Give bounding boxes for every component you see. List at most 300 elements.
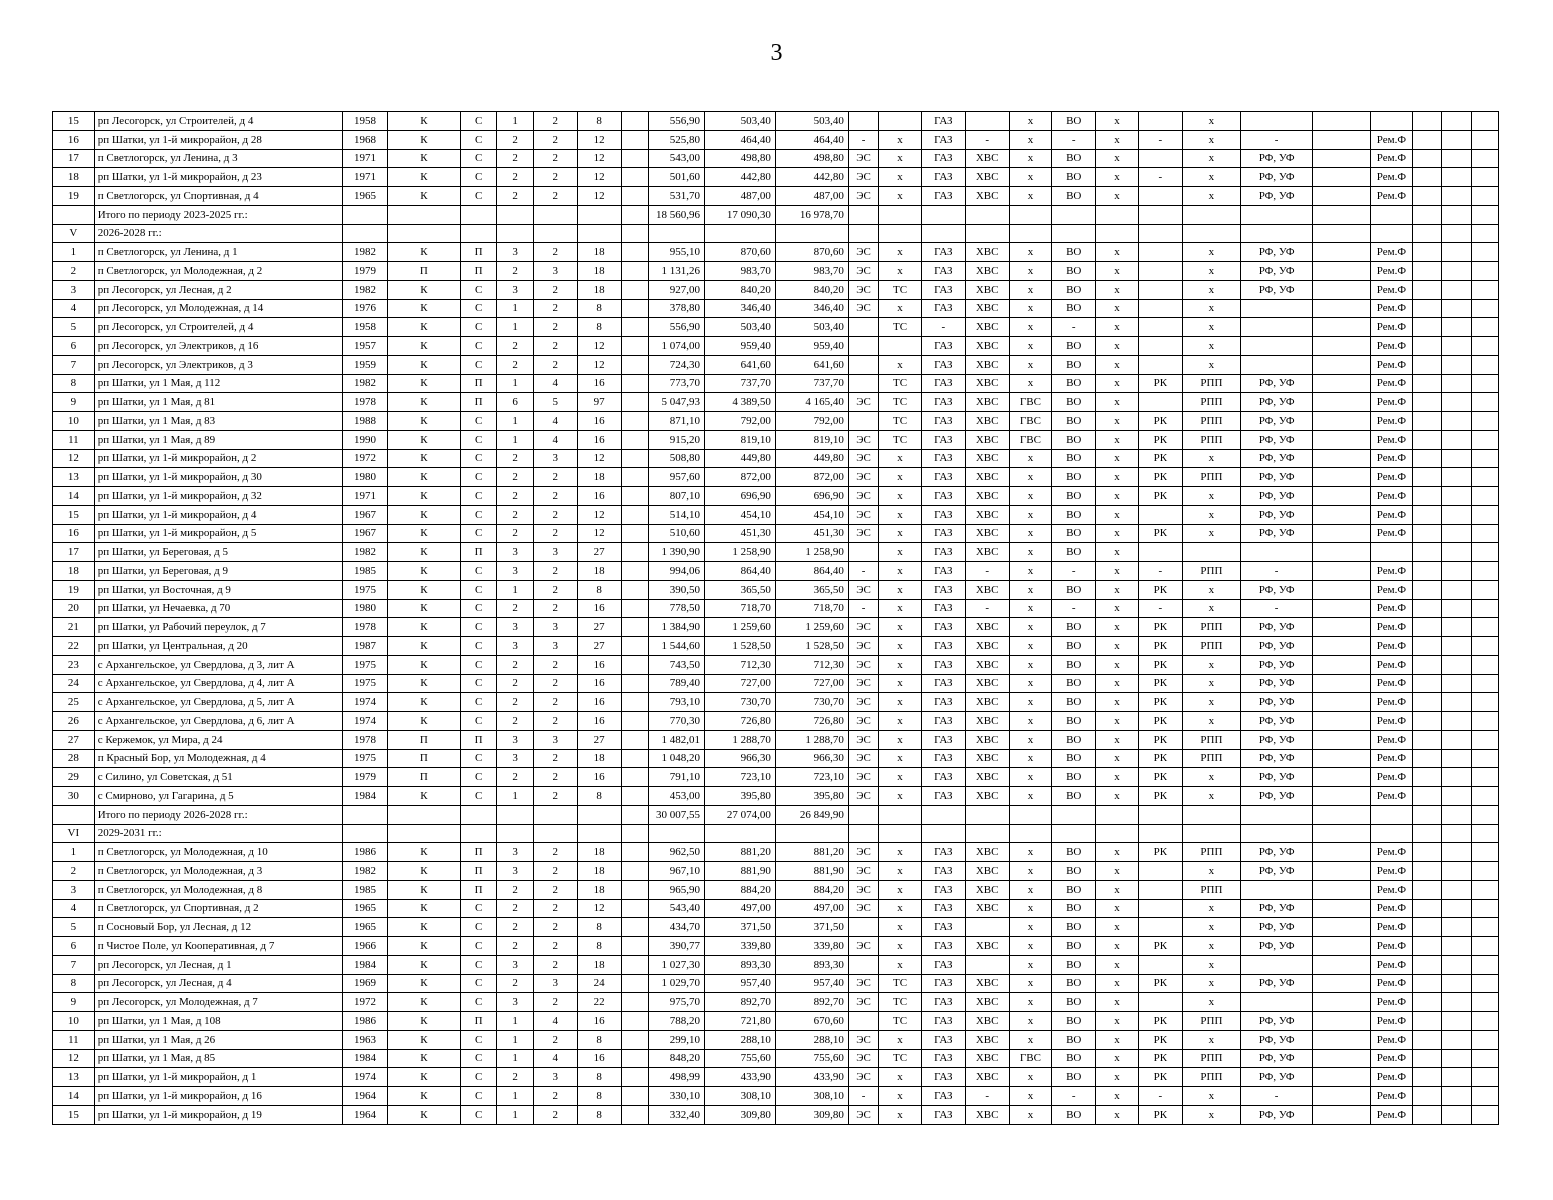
table-cell: ГАЗ bbox=[921, 1068, 965, 1087]
table-cell: х bbox=[1009, 618, 1052, 637]
table-cell bbox=[1471, 187, 1498, 206]
table-cell: ХВС bbox=[965, 168, 1009, 187]
table-cell: П bbox=[460, 543, 497, 562]
table-cell bbox=[621, 168, 648, 187]
table-cell bbox=[621, 899, 648, 918]
table-cell: ХВС bbox=[965, 374, 1009, 393]
table-cell: х bbox=[879, 843, 922, 862]
table-cell: 1 bbox=[53, 843, 95, 862]
table-cell: 346,40 bbox=[704, 299, 775, 318]
table-cell: - bbox=[848, 599, 878, 618]
table-cell: ХВС bbox=[965, 712, 1009, 731]
table-cell: ГАЗ bbox=[921, 918, 965, 937]
table-cell: х bbox=[1182, 974, 1240, 993]
table-cell: 848,20 bbox=[648, 1049, 704, 1068]
table-cell bbox=[1009, 224, 1052, 243]
table-row bbox=[53, 637, 1499, 656]
table-cell: Рем.Ф bbox=[1370, 430, 1413, 449]
table-cell: ЭС bbox=[848, 1049, 878, 1068]
table-cell: Рем.Ф bbox=[1370, 674, 1413, 693]
table-cell bbox=[577, 824, 621, 843]
table-cell: ЭС bbox=[848, 843, 878, 862]
table-cell: х bbox=[1009, 562, 1052, 581]
table-cell: Рем.Ф bbox=[1370, 899, 1413, 918]
table-cell bbox=[460, 205, 497, 224]
table-cell bbox=[621, 262, 648, 281]
table-cell: рп Шатки, ул Центральная, д 20 bbox=[94, 637, 342, 656]
table-cell bbox=[1471, 899, 1498, 918]
table-cell: К bbox=[387, 655, 460, 674]
table-cell: РК bbox=[1138, 430, 1182, 449]
table-cell: К bbox=[387, 599, 460, 618]
table-cell bbox=[460, 224, 497, 243]
table-cell bbox=[621, 562, 648, 581]
table-cell bbox=[848, 355, 878, 374]
table-cell bbox=[621, 224, 648, 243]
table-cell bbox=[1442, 318, 1471, 337]
table-cell bbox=[1138, 805, 1182, 824]
table-row bbox=[53, 805, 1499, 824]
table-cell: 330,10 bbox=[648, 1087, 704, 1106]
table-cell: 2 bbox=[533, 937, 577, 956]
table-cell bbox=[1471, 374, 1498, 393]
table-cell: 2 bbox=[533, 280, 577, 299]
table-cell: х bbox=[1009, 187, 1052, 206]
table-cell: 1985 bbox=[343, 562, 388, 581]
table-cell: х bbox=[879, 712, 922, 731]
table-cell bbox=[621, 918, 648, 937]
table-cell: 8 bbox=[577, 1087, 621, 1106]
table-cell: х bbox=[1009, 749, 1052, 768]
table-cell: 1 384,90 bbox=[648, 618, 704, 637]
table-cell bbox=[53, 205, 95, 224]
table-cell bbox=[1313, 637, 1370, 656]
table-cell: 339,80 bbox=[775, 937, 848, 956]
table-cell: 543,40 bbox=[648, 899, 704, 918]
table-cell: ЭС bbox=[848, 487, 878, 506]
table-cell: ГАЗ bbox=[921, 487, 965, 506]
table-cell: рп Шатки, ул 1 Мая, д 108 bbox=[94, 1012, 342, 1031]
table-cell: х bbox=[1182, 712, 1240, 731]
table-cell: Рем.Ф bbox=[1370, 1012, 1413, 1031]
table-cell: РФ, УФ bbox=[1241, 262, 1313, 281]
table-cell bbox=[1442, 824, 1471, 843]
table-cell: ВО bbox=[1052, 299, 1096, 318]
table-cell bbox=[1471, 393, 1498, 412]
table-cell bbox=[1471, 1030, 1498, 1049]
table-cell: ГАЗ bbox=[921, 749, 965, 768]
table-cell: х bbox=[1009, 599, 1052, 618]
table-cell bbox=[1413, 187, 1442, 206]
table-cell bbox=[1138, 187, 1182, 206]
table-cell bbox=[1413, 674, 1442, 693]
table-cell: ВО bbox=[1052, 862, 1096, 881]
table-cell bbox=[1313, 449, 1370, 468]
table-cell bbox=[1313, 580, 1370, 599]
table-cell: Рем.Ф bbox=[1370, 449, 1413, 468]
table-cell bbox=[1313, 412, 1370, 431]
table-cell: 27 bbox=[577, 637, 621, 656]
table-cell: ЭС bbox=[848, 280, 878, 299]
table-cell: рп Лесогорск, ул Лесная, д 1 bbox=[94, 955, 342, 974]
table-cell: х bbox=[879, 505, 922, 524]
table-cell: 2 bbox=[533, 130, 577, 149]
table-cell: 308,10 bbox=[775, 1087, 848, 1106]
table-cell: К bbox=[387, 280, 460, 299]
table-cell: К bbox=[387, 149, 460, 168]
table-cell bbox=[1009, 205, 1052, 224]
table-cell: 5 bbox=[53, 318, 95, 337]
table-cell: 19 bbox=[53, 187, 95, 206]
table-cell: 3 bbox=[533, 1068, 577, 1087]
table-cell bbox=[1442, 112, 1471, 131]
table-cell: Рем.Ф bbox=[1370, 768, 1413, 787]
table-cell: 864,40 bbox=[775, 562, 848, 581]
table-cell bbox=[1413, 730, 1442, 749]
table-cell: 1 bbox=[497, 787, 534, 806]
table-cell: 1968 bbox=[343, 130, 388, 149]
table-cell: рп Шатки, ул 1 Мая, д 81 bbox=[94, 393, 342, 412]
table-row bbox=[53, 149, 1499, 168]
table-cell: ХВС bbox=[965, 187, 1009, 206]
table-cell: 2 bbox=[533, 187, 577, 206]
table-cell: 11 bbox=[53, 1030, 95, 1049]
table-cell: С bbox=[460, 768, 497, 787]
table-cell bbox=[1442, 618, 1471, 637]
table-row bbox=[53, 187, 1499, 206]
table-cell: ВО bbox=[1052, 693, 1096, 712]
table-cell: ХВС bbox=[965, 1012, 1009, 1031]
table-cell: 9 bbox=[53, 393, 95, 412]
table-cell: ХВС bbox=[965, 337, 1009, 356]
table-cell: 3 bbox=[533, 730, 577, 749]
table-cell: 6 bbox=[53, 937, 95, 956]
table-cell: К bbox=[387, 787, 460, 806]
table-cell bbox=[621, 487, 648, 506]
table-cell: 892,70 bbox=[775, 993, 848, 1012]
table-cell bbox=[1442, 1012, 1471, 1031]
table-cell: рп Шатки, ул Береговая, д 9 bbox=[94, 562, 342, 581]
table-cell bbox=[1370, 805, 1413, 824]
table-cell: 696,90 bbox=[704, 487, 775, 506]
table-cell bbox=[1442, 880, 1471, 899]
table-cell: 1 bbox=[497, 580, 534, 599]
table-cell: С bbox=[460, 280, 497, 299]
table-cell bbox=[1471, 224, 1498, 243]
table-cell bbox=[1313, 168, 1370, 187]
table-cell: Рем.Ф bbox=[1370, 787, 1413, 806]
table-cell: РПП bbox=[1182, 1049, 1240, 1068]
table-cell: ТС bbox=[879, 1049, 922, 1068]
table-cell bbox=[1471, 562, 1498, 581]
table-cell: 1975 bbox=[343, 655, 388, 674]
table-cell: Рем.Ф bbox=[1370, 299, 1413, 318]
table-cell bbox=[1313, 899, 1370, 918]
table-cell bbox=[1313, 1049, 1370, 1068]
table-cell: С bbox=[460, 130, 497, 149]
table-cell: П bbox=[460, 262, 497, 281]
table-cell bbox=[1313, 918, 1370, 937]
table-cell: 1 258,90 bbox=[775, 543, 848, 562]
table-cell: х bbox=[1182, 318, 1240, 337]
table-cell: 1976 bbox=[343, 299, 388, 318]
table-cell: ХВС bbox=[965, 1030, 1009, 1049]
table-cell: П bbox=[460, 393, 497, 412]
table-cell: ВО bbox=[1052, 918, 1096, 937]
table-cell: ВО bbox=[1052, 1030, 1096, 1049]
table-cell: К bbox=[387, 112, 460, 131]
table-cell: х bbox=[879, 130, 922, 149]
table-cell: 451,30 bbox=[775, 524, 848, 543]
table-cell: К bbox=[387, 243, 460, 262]
table-cell: 449,80 bbox=[704, 449, 775, 468]
table-row bbox=[53, 130, 1499, 149]
table-cell bbox=[621, 543, 648, 562]
table-cell: С bbox=[460, 487, 497, 506]
table-cell: 10 bbox=[53, 412, 95, 431]
table-cell bbox=[1241, 955, 1313, 974]
table-cell bbox=[1413, 655, 1442, 674]
table-cell bbox=[1413, 505, 1442, 524]
table-cell: 6 bbox=[53, 337, 95, 356]
table-cell: 288,10 bbox=[704, 1030, 775, 1049]
table-cell: ГАЗ bbox=[921, 693, 965, 712]
table-cell bbox=[1471, 655, 1498, 674]
table-cell: х bbox=[1009, 1105, 1052, 1124]
table-cell bbox=[577, 224, 621, 243]
table-cell: ЭС bbox=[848, 243, 878, 262]
table-cell: ГАЗ bbox=[921, 637, 965, 656]
table-row bbox=[53, 655, 1499, 674]
table-cell bbox=[621, 805, 648, 824]
table-cell: РК bbox=[1138, 468, 1182, 487]
table-cell: х bbox=[1009, 243, 1052, 262]
table-cell: 872,00 bbox=[775, 468, 848, 487]
table-cell: П bbox=[387, 749, 460, 768]
table-cell: ЭС bbox=[848, 299, 878, 318]
table-cell: Итого по периоду 2023-2025 гг.: bbox=[94, 205, 342, 224]
table-cell: 2 bbox=[497, 449, 534, 468]
table-cell: РПП bbox=[1182, 393, 1240, 412]
table-cell: ХВС bbox=[965, 787, 1009, 806]
table-cell: РФ, УФ bbox=[1241, 580, 1313, 599]
table-cell: 726,80 bbox=[704, 712, 775, 731]
table-cell: х bbox=[1096, 430, 1139, 449]
table-cell: х bbox=[1096, 937, 1139, 956]
table-cell: Рем.Ф bbox=[1370, 468, 1413, 487]
table-cell: 1986 bbox=[343, 1012, 388, 1031]
table-cell: 1 bbox=[497, 1105, 534, 1124]
table-cell: рп Шатки, ул 1 Мая, д 112 bbox=[94, 374, 342, 393]
table-cell bbox=[879, 805, 922, 824]
table-cell bbox=[1442, 524, 1471, 543]
table-cell: К bbox=[387, 862, 460, 881]
table-cell: 1985 bbox=[343, 880, 388, 899]
table-row bbox=[53, 224, 1499, 243]
table-cell: С bbox=[460, 187, 497, 206]
table-cell bbox=[1471, 468, 1498, 487]
table-cell: ХВС bbox=[965, 262, 1009, 281]
table-cell: х bbox=[1096, 112, 1139, 131]
table-cell: ХВС bbox=[965, 843, 1009, 862]
table-cell bbox=[1138, 955, 1182, 974]
table-cell bbox=[1138, 149, 1182, 168]
table-cell: х bbox=[879, 1087, 922, 1106]
table-cell bbox=[1241, 299, 1313, 318]
table-cell: 8 bbox=[577, 1030, 621, 1049]
table-cell: 556,90 bbox=[648, 318, 704, 337]
table-cell: ГАЗ bbox=[921, 580, 965, 599]
table-cell: ВО bbox=[1052, 843, 1096, 862]
table-cell bbox=[1442, 187, 1471, 206]
table-cell: 723,10 bbox=[704, 768, 775, 787]
table-cell bbox=[1313, 224, 1370, 243]
table-cell: 2 bbox=[533, 580, 577, 599]
table-cell: ВО bbox=[1052, 449, 1096, 468]
table-cell bbox=[1471, 205, 1498, 224]
table-cell: 1967 bbox=[343, 505, 388, 524]
table-row bbox=[53, 693, 1499, 712]
table-cell bbox=[1096, 224, 1139, 243]
table-cell: 792,00 bbox=[775, 412, 848, 431]
table-cell: 2 bbox=[497, 674, 534, 693]
table-cell bbox=[1413, 355, 1442, 374]
table-cell: - bbox=[965, 1087, 1009, 1106]
table-cell: х bbox=[879, 580, 922, 599]
table-cell: х bbox=[1182, 693, 1240, 712]
table-cell: К bbox=[387, 430, 460, 449]
table-cell: 2029-2031 гг.: bbox=[94, 824, 342, 843]
table-cell: 16 bbox=[577, 674, 621, 693]
table-cell: ВО bbox=[1052, 168, 1096, 187]
table-cell: 22 bbox=[53, 637, 95, 656]
table-cell: 12 bbox=[577, 505, 621, 524]
table-cell bbox=[848, 824, 878, 843]
table-cell: 1 bbox=[497, 412, 534, 431]
table-cell: х bbox=[879, 787, 922, 806]
table-cell: 1 258,90 bbox=[704, 543, 775, 562]
table-cell: ХВС bbox=[965, 487, 1009, 506]
table-cell: 1982 bbox=[343, 280, 388, 299]
table-cell: ВО bbox=[1052, 374, 1096, 393]
table-cell: 1971 bbox=[343, 487, 388, 506]
table-cell: ТС bbox=[879, 412, 922, 431]
table-cell: ГАЗ bbox=[921, 655, 965, 674]
table-cell bbox=[1413, 1012, 1442, 1031]
table-cell: х bbox=[879, 693, 922, 712]
table-cell bbox=[1052, 824, 1096, 843]
table-cell: 434,70 bbox=[648, 918, 704, 937]
table-cell: Рем.Ф bbox=[1370, 318, 1413, 337]
table-cell: 3 bbox=[533, 543, 577, 562]
table-cell bbox=[621, 337, 648, 356]
table-cell: 3 bbox=[533, 449, 577, 468]
table-cell: 2 bbox=[533, 149, 577, 168]
table-cell bbox=[1442, 149, 1471, 168]
table-cell: С bbox=[460, 562, 497, 581]
table-cell bbox=[921, 824, 965, 843]
table-cell: рп Шатки, ул 1 Мая, д 89 bbox=[94, 430, 342, 449]
table-cell: 18 bbox=[577, 880, 621, 899]
table-cell: 15 bbox=[53, 1105, 95, 1124]
table-cell bbox=[1241, 318, 1313, 337]
table-cell: ГАЗ bbox=[921, 299, 965, 318]
table-cell bbox=[1442, 749, 1471, 768]
table-cell: х bbox=[1182, 505, 1240, 524]
table-cell: с Смирново, ул Гагарина, д 5 bbox=[94, 787, 342, 806]
table-cell bbox=[1471, 280, 1498, 299]
table-cell: х bbox=[879, 955, 922, 974]
table-cell bbox=[460, 824, 497, 843]
table-cell: 13 bbox=[53, 468, 95, 487]
table-cell: РФ, УФ bbox=[1241, 487, 1313, 506]
table-cell: 531,70 bbox=[648, 187, 704, 206]
table-cell: ХВС bbox=[965, 449, 1009, 468]
table-cell bbox=[1138, 243, 1182, 262]
table-cell: ГАЗ bbox=[921, 862, 965, 881]
table-cell: 26 bbox=[53, 712, 95, 731]
table-cell: ЭС bbox=[848, 993, 878, 1012]
table-cell bbox=[1138, 355, 1182, 374]
table-cell: х bbox=[1009, 899, 1052, 918]
table-cell: х bbox=[1096, 243, 1139, 262]
table-cell: 3 bbox=[53, 280, 95, 299]
table-cell: 4 bbox=[533, 430, 577, 449]
table-cell bbox=[1471, 1087, 1498, 1106]
table-cell: х bbox=[1096, 693, 1139, 712]
table-cell: П bbox=[460, 243, 497, 262]
table-cell: К bbox=[387, 543, 460, 562]
table-cell: х bbox=[879, 187, 922, 206]
table-cell bbox=[1313, 768, 1370, 787]
table-cell bbox=[1442, 993, 1471, 1012]
table-cell: Рем.Ф bbox=[1370, 599, 1413, 618]
table-cell: 2 bbox=[497, 899, 534, 918]
table-cell: 792,00 bbox=[704, 412, 775, 431]
table-cell bbox=[1241, 880, 1313, 899]
table-cell: рп Шатки, ул 1 Мая, д 26 bbox=[94, 1030, 342, 1049]
table-cell: х bbox=[879, 768, 922, 787]
table-cell: 743,50 bbox=[648, 655, 704, 674]
table-cell: П bbox=[460, 1012, 497, 1031]
table-cell: 464,40 bbox=[704, 130, 775, 149]
table-cell: РФ, УФ bbox=[1241, 449, 1313, 468]
table-cell: 3 bbox=[497, 843, 534, 862]
table-cell: 12 bbox=[577, 187, 621, 206]
table-cell bbox=[1413, 1049, 1442, 1068]
table-cell bbox=[1471, 880, 1498, 899]
table-cell: РФ, УФ bbox=[1241, 149, 1313, 168]
table-cell bbox=[1413, 1068, 1442, 1087]
table-cell bbox=[1313, 243, 1370, 262]
table-cell: х bbox=[1096, 1068, 1139, 1087]
table-cell: 2 bbox=[497, 187, 534, 206]
table-cell: х bbox=[1182, 130, 1240, 149]
table-cell: С bbox=[460, 1030, 497, 1049]
table-cell: ГАЗ bbox=[921, 712, 965, 731]
table-cell: ГАЗ bbox=[921, 599, 965, 618]
table-cell: 2 bbox=[533, 693, 577, 712]
table-cell: х bbox=[1182, 1087, 1240, 1106]
table-cell bbox=[1413, 337, 1442, 356]
table-cell: ХВС bbox=[965, 543, 1009, 562]
table-cell bbox=[1313, 862, 1370, 881]
table-cell: 1978 bbox=[343, 730, 388, 749]
table-cell: х bbox=[1096, 637, 1139, 656]
table-cell bbox=[1442, 393, 1471, 412]
table-cell: Рем.Ф bbox=[1370, 1030, 1413, 1049]
table-row bbox=[53, 974, 1499, 993]
